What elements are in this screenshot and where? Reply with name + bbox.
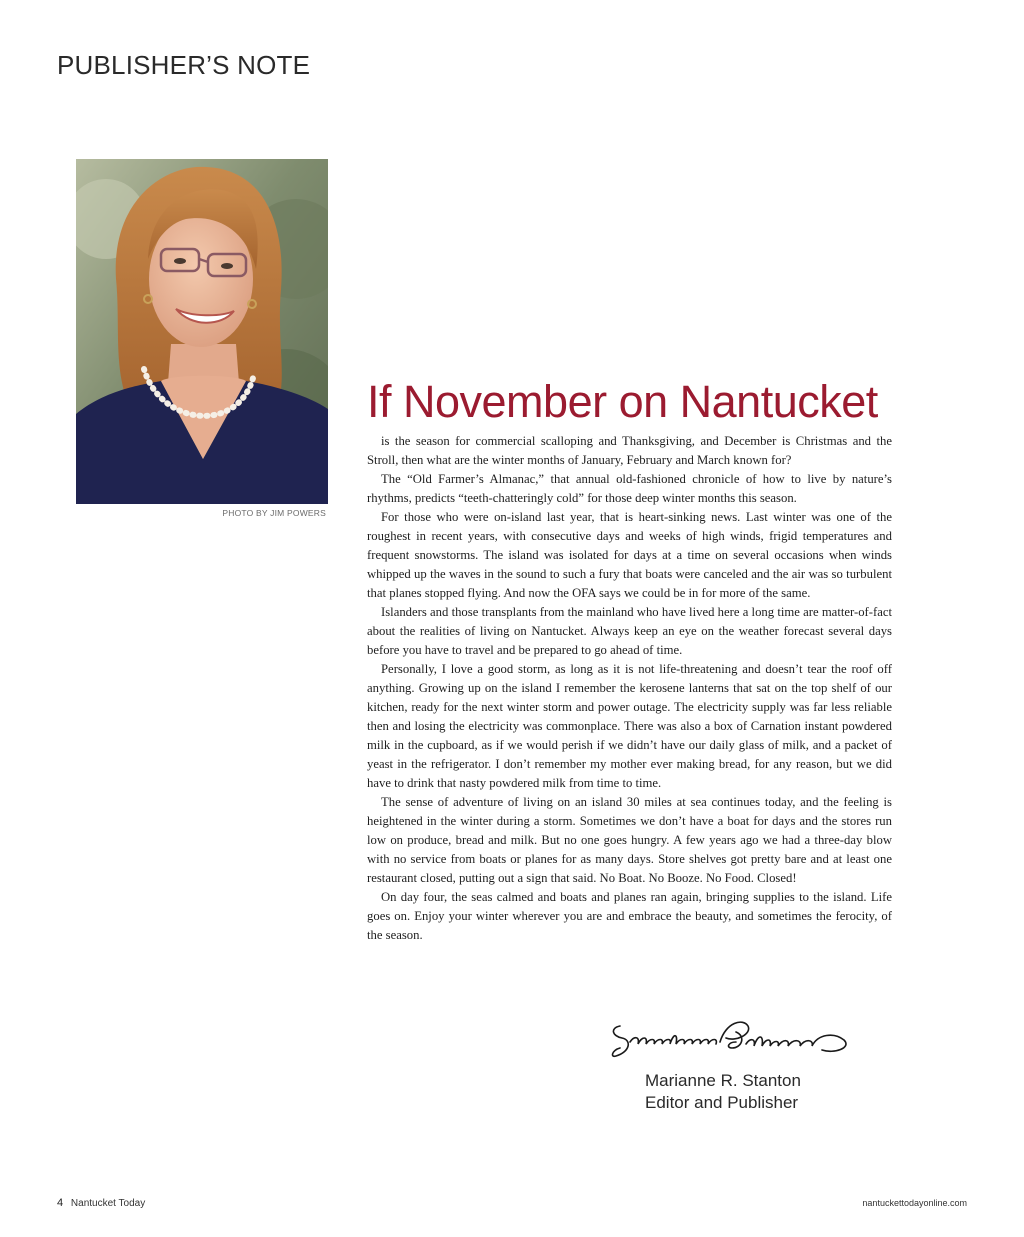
page-number: 4 [57,1197,64,1209]
article-paragraph: is the season for commercial scalloping and Thanksgiving, and December is Christmas and the Stroll, then what are the winter months of January, February and March known for? [367,434,892,467]
footer-left [57,1197,145,1209]
article-paragraph: The “Old Farmer’s Almanac,” that annual old-fashioned chronicle of how to live by nature’s rhythms, predicts “teeth-chatteringly cold” for those deep winter months this season. [367,472,892,505]
article-paragraph: On day four, the seas calmed and boats and planes ran again, bringing supplies to the island. Life goes on. Enjoy your winter wherever you are and embrace the beauty, and sometimes the ferocity, of the season. [367,890,892,942]
article-paragraph: For those who were on-island last year, that is heart-sinking news. Last winter was one of the roughest in recent years, with consecutive days and weeks of high winds, frigid temperatures and frequent snowstorms. The island was isolated for days at a time on several occasions when winds whipped up the waves in the sound to such a fury that boats were canceled and the air was so turbulent that planes stopped flying. And now the OFA says we could be in for more of the same. [367,510,892,600]
photo-credit: PHOTO BY JIM POWERS [222,508,326,518]
article-headline: If November on Nantucket [367,376,878,427]
publisher-portrait-photo [76,159,328,504]
article-body [367,432,892,945]
author-title: Editor and Publisher [645,1093,799,1112]
article-paragraph: Islanders and those transplants from the mainland who have lived here a long time are matter-of-fact about the realities of living on Nantucket. Always keep an eye on the weather forecast several days before you have to travel and be prepared to go ahead of time. [367,605,892,657]
author-name: Marianne R. Stanton [645,1071,801,1090]
publication-name: Nantucket Today [70,1198,146,1209]
website-url: nantuckettodayonline.com [862,1198,967,1208]
section-label: PUBLISHER’S NOTE [57,50,311,80]
article-paragraph: Personally, I love a good storm, as long as it is not life-threatening and doesn’t tear the roof off anything. Growing up on the island I remember the kerosene lanterns that sat on the top shelf of our kitchen, ready for the next winter storm and power outage. The electricity supply was far less reliable then and losing the electricity was commonplace. There was also a box of Carnation instant powdered milk in the cupboard, as if we would perish if we didn’t have our daily glass of milk, and a packet of yeast in the refrigerator. I don’t remember my mother ever making bread, for any reason, but we did have to drink that nasty powdered milk from time to time. [367,662,892,790]
article-paragraph: The sense of adventure of living on an island 30 miles at sea continues today, and the feeling is heightened in the winter during a storm. Sometimes we don’t have a boat for days and the stores run low on produce, bread and milk. But no one goes hungry. A few years ago we had a three-day blow with no service from boats or planes for as many days. Store shelves got pretty bare and at least one restaurant closed, putting out a sign that said. No Boat. No Booze. No Food. Closed! [367,795,892,885]
handwritten-signature [608,1012,860,1068]
